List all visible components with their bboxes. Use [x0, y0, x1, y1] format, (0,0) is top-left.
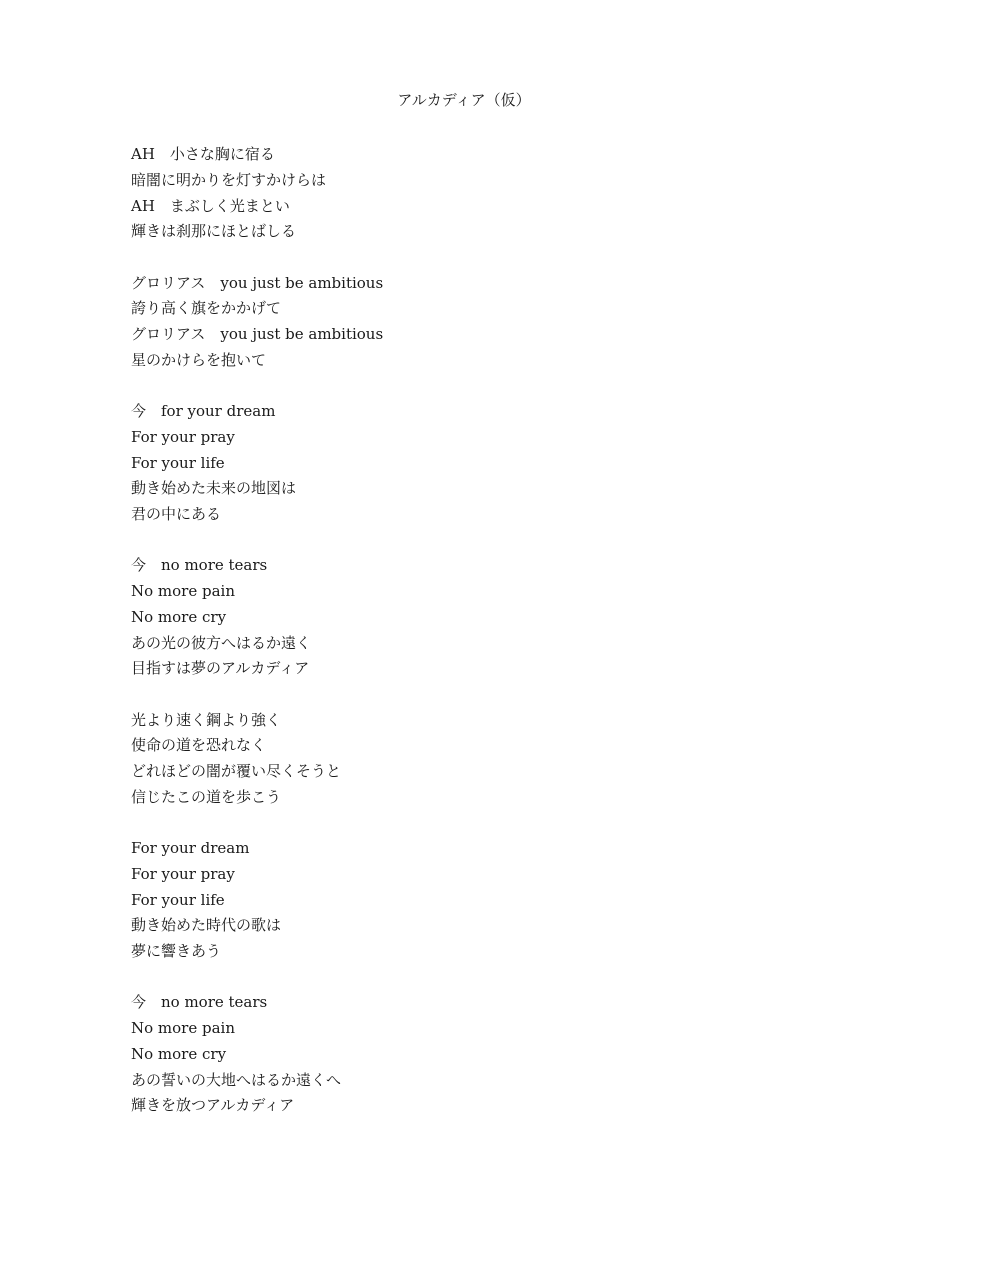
lyric-line: No more cry — [131, 607, 227, 626]
lyric-line: 今 no more tears — [131, 993, 268, 1012]
lyric-line: AH まぶしく光まとい — [131, 196, 290, 215]
lyric-line: For your life — [131, 890, 225, 909]
lyric-line: 光より速く鋼より強く — [131, 710, 282, 729]
lyric-line: No more pain — [131, 582, 235, 600]
lyric-line: 夢に響きあう — [131, 942, 222, 960]
lyric-line: 誇り高く旗をかかげて — [131, 299, 282, 318]
lyric-line: 輝きは刹那にほとばしる — [131, 222, 297, 241]
lyric-line: 今 no more tears — [131, 556, 268, 575]
lyric-line: 動き始めた時代の歌は — [131, 916, 282, 935]
lyric-line: 君の中にある — [131, 505, 222, 523]
lyric-line: For your pray — [131, 864, 235, 883]
lyrics-body — [131, 142, 831, 1145]
lyric-line: For your dream — [131, 839, 250, 857]
lyric-line: 今 for your dream — [131, 402, 276, 420]
stanza-3 — [131, 399, 831, 528]
lyric-line: どれほどの闇が覆い尽くそうと — [131, 762, 342, 780]
lyric-line: For your life — [131, 453, 225, 472]
stanza-2 — [131, 271, 831, 374]
stanza-7 — [131, 990, 831, 1119]
lyric-line: For your pray — [131, 427, 235, 446]
lyric-line: グロリアス you just be ambitious — [131, 325, 384, 343]
lyric-line: 目指すは夢のアルカディア — [131, 659, 310, 678]
lyric-line: 信じたこの道を歩こう — [131, 787, 282, 806]
lyric-line: あの光の彼方へはるか遠く — [131, 633, 312, 652]
lyric-line: グロリアス you just be ambitious — [131, 273, 384, 292]
stanza-5 — [131, 708, 831, 811]
stanza-4 — [131, 553, 831, 682]
stanza-6 — [131, 836, 831, 965]
lyric-line: 使命の道を恐れなく — [131, 736, 267, 755]
lyric-line: No more cry — [131, 1044, 227, 1063]
stanza-1 — [131, 142, 831, 245]
lyric-line: 輝きを放つアルカディア — [131, 1096, 295, 1115]
lyric-line: 動き始めた未来の地図は — [131, 479, 297, 498]
lyric-line: AH 小さな胸に宿る — [131, 145, 275, 163]
document-title: アルカディア（仮） — [397, 91, 531, 109]
lyric-line: あの誓いの大地へはるか遠くへ — [131, 1070, 342, 1089]
lyric-line: No more pain — [131, 1019, 235, 1037]
lyric-line: 星のかけらを抱いて — [131, 350, 267, 369]
lyric-line: 暗闇に明かりを灯すかけらは — [131, 170, 327, 189]
